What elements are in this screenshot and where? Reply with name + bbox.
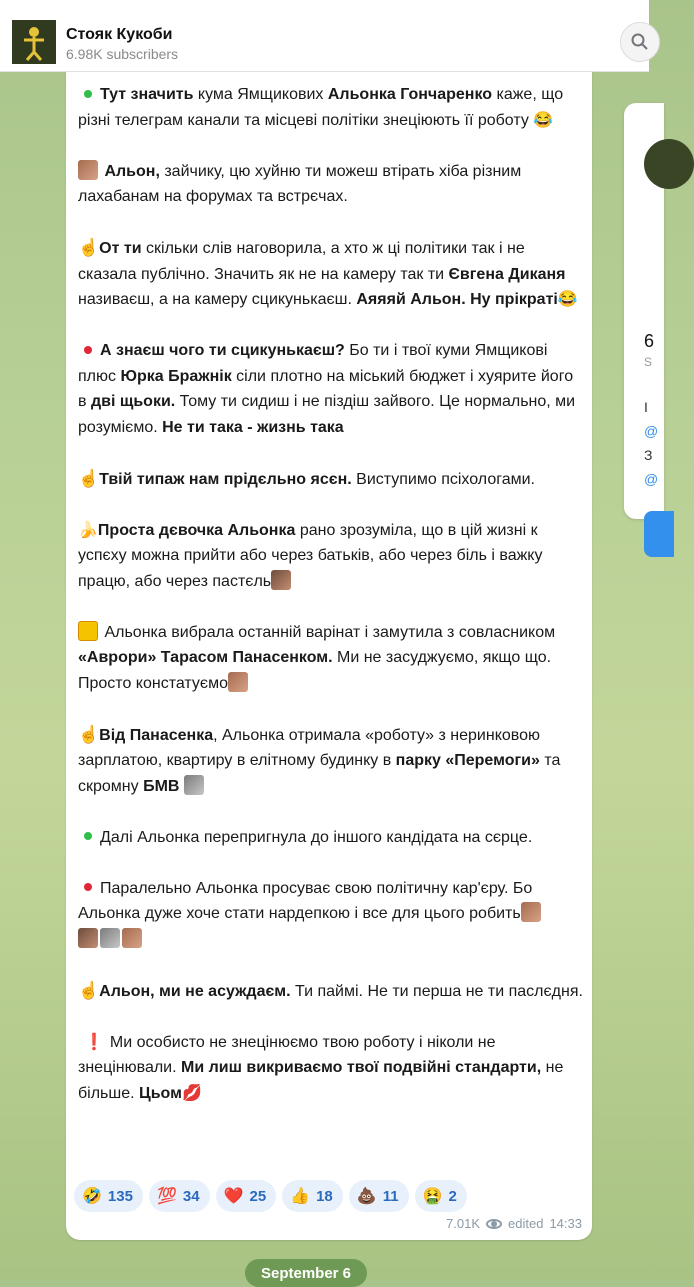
hundred-icon: 💯 [156,1188,177,1205]
green-circle-icon [84,832,92,840]
vomit-icon: 🤮 [422,1188,443,1205]
edited-label: edited [508,1216,544,1231]
pointing-up-icon: ☝️ [78,468,100,488]
paragraph-2: Альон, зайчику, цю хуйню ти можеш втірать хіба різним лахабанам на форумах та встрєчах. [78,159,584,210]
person-sticker-icon [184,775,204,795]
info-link-2[interactable]: @ [644,471,659,487]
paragraph-11: ☝️Альон, ми не асуждаєм. Ти паймі. Не ти перша не ти паслєдня. [78,980,583,1000]
reaction-hundred[interactable]: 💯 34 [149,1180,210,1212]
channel-title[interactable]: Стояк Кукоби [66,26,173,43]
laughing-emoji-icon: 😂 [533,111,554,129]
person-sticker-icon [100,928,120,948]
message-bubble[interactable] [66,72,592,1240]
paragraph-6: 🍌Проста дєвочка Альонка рано зрозуміла, що в цій жизні к успєху можна прийти або через батьків, або через біль і важку працю, або через пастєль [78,521,543,590]
search-icon [631,33,649,51]
thumbs-up-icon: 👍 [290,1188,311,1205]
reaction-heart[interactable]: ❤️ 25 [216,1180,277,1212]
paragraph-10: Паралельно Альонка просуває свою політичну кар'єру. Бо Альонка дуже хоче стати нардепкою і все для цього робить [78,876,584,953]
face-sticker-icon [78,160,98,180]
paragraph-3: ☝️От ти скільки слів наговорила, а хто ж ці політики так і не сказала публічно. Значить як не на камеру так ти Євгена Диканя називаєш, а на камеру сцикунькаєш. Аяяяй Альон. Ну прікраті😂 [78,238,578,308]
reaction-thumbs-up[interactable]: 👍 18 [282,1180,343,1212]
poop-icon: 💩 [356,1188,377,1205]
heart-icon: ❤️ [223,1188,244,1205]
paragraph-1: Тут значить кума Ямщикових Альонка Гончаренко каже, що різні телеграм канали та місцеві політіки знеціюють її роботу 😂 [78,86,564,129]
message-meta [446,1216,582,1231]
paragraph-5: ☝️Твій типаж нам прідєльно ясєн. Виступимо псіхологами. [78,468,535,488]
pointing-up-icon: ☝️ [78,238,100,257]
paragraph-4: А знаєш чого ти сцикунькаєш? Бо ти і твої куми Ямщикові плюс Юрка Бражнік сіли плотно на міський бюджет і хуярите його в дві щьоки. Тому ти сидиш і не піздіш зайвого. Це нормально, ми розуміємо. Не ти така - жизнь така [78,342,576,436]
info-subtitle: S [644,355,653,369]
view-count: 7.01K [446,1216,481,1231]
face-sticker-icon [228,672,248,692]
chat-header [0,0,649,72]
channel-info-panel [624,103,664,519]
reaction-vomit[interactable]: 🤮 2 [415,1180,467,1212]
red-circle-icon [84,346,92,354]
message-text [78,82,584,1132]
green-circle-icon [84,90,92,98]
date-separator[interactable]: September 6 [245,1259,367,1287]
pointing-up-icon: ☝️ [78,724,100,744]
channel-avatar[interactable] [12,20,56,64]
laughing-emoji-icon: 😂 [557,291,578,308]
info-avatar [644,139,694,189]
info-text: З [644,447,653,463]
search-button[interactable] [620,22,660,62]
info-description: I [644,399,648,415]
paragraph-8: ☝️Від Панасенка, Альонка отримала «роботу» з неринковою зарплатою, квартиру в елітному будинку в парку «Перемоги» та скромну БМВ [78,724,561,795]
red-circle-icon [84,883,92,891]
pointing-up-icon: ☝️ [78,980,100,1000]
info-title: 6 [644,331,655,351]
banana-icon: 🍌 [78,521,98,539]
info-link-1[interactable]: @ [644,423,659,439]
paragraph-9: Далі Альонка перепригнула до іншого кандідата на сєрце. [78,825,584,851]
face-sticker-icon [521,902,541,922]
paragraph-12: ❗ Ми особисто не знецінюємо твою роботу і ніколи не знецінювали. Ми лиш викриваємо твої подвійні стандарти, не більше. Цьом💋 [78,1033,564,1102]
reaction-poop[interactable]: 💩 11 [349,1180,409,1212]
exclamation-icon: ❗ [84,1033,104,1051]
face-sticker-icon [78,928,98,948]
subscriber-count: 6.98K subscribers [66,46,179,62]
rofl-icon: 🤣 [82,1188,102,1205]
avrora-logo-icon [78,621,98,641]
reaction-rofl[interactable]: 🤣 135 [74,1180,143,1212]
info-action-button[interactable] [644,511,674,557]
eye-icon [486,1219,502,1229]
paragraph-7: Альонка вибрала останній варінат і замутила з совласником «Аврори» Тарасом Панасенком. Ми не засуджуємо, якщо що. Просто констатуємо [78,620,584,697]
face-sticker-icon [122,928,142,948]
message-time: 14:33 [549,1216,582,1231]
kiss-lips-icon: 💋 [181,1084,202,1102]
reactions-bar [74,1180,467,1212]
face-sticker-icon [271,570,291,590]
